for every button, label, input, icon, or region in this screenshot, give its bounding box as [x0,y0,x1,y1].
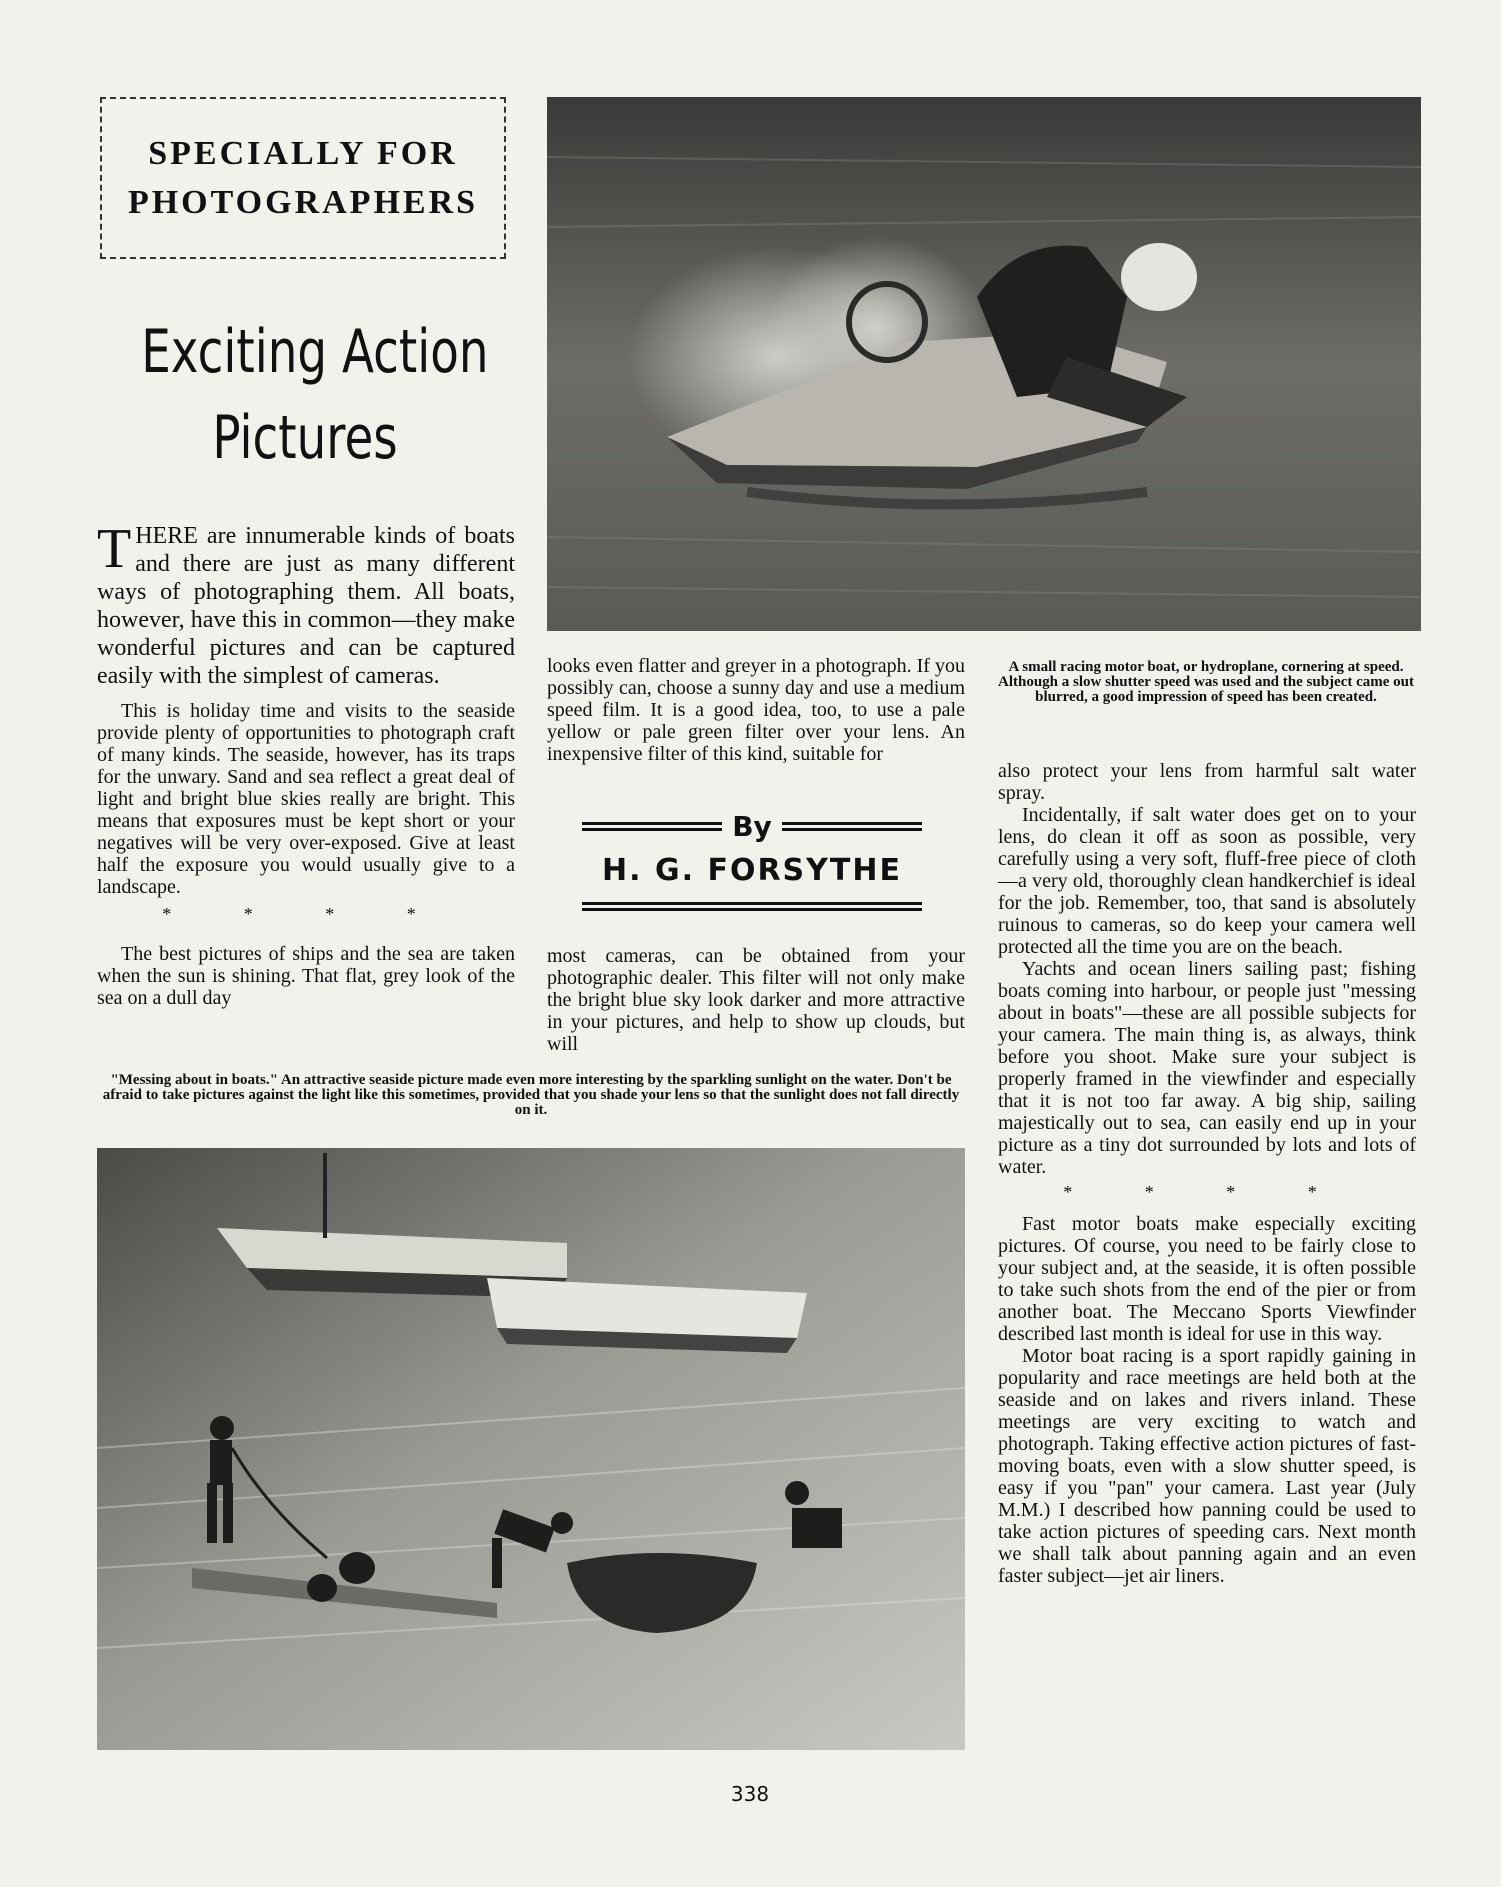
paragraph-best-pictures: The best pictures of ships and the sea are taken when the sun is shining. That flat, grey look of the sea on a dull day [97,943,515,1009]
title-line-2: Pictures [212,403,398,473]
paragraph-holiday: This is holiday time and visits to the seaside provide plenty of opportunities to photograph craft of many kinds. The seaside, however, has its traps for the unwary. Sand and sea reflect a great deal of light and bright blue skies really are bright. This means that exposures must be kept short or your negatives will be very over-exposed. Give at least half the exposure you would usually give to a landscape. [97,700,515,898]
paragraph-incidentally: Incidentally, if salt water does get on to your lens, do clean it off as soon as possible, very carefully using a very soft, fluff-free piece of cloth—a very old, thoroughly clean handkerchief is ideal for the job. Remember, too, that sand is absolutely ruinous to cameras, so do keep your camera well protected all the time you are on the beach. [998,804,1416,958]
drop-cap: T [97,518,132,580]
paragraph-filter: looks even flatter and greyer in a photograph. If you possibly can, choose a sunny day and use a medium speed film. It is a good idea, too, to use a pale yellow or pale green filter over your lens. An inexpensive filter of this kind, suitable for [547,655,965,765]
lead-text: HERE are innumerable kinds of boats and there are just as many different ways of photographing them. All boats, however, have this in common—they make wonderful pictures and can be captured easily with the simplest of cameras. [97,523,515,689]
banner-line-2: PHOTOGRAPHERS [127,184,479,221]
column-2-bottom [547,945,965,1055]
banner-line-1: SPECIALLY FOR [148,134,458,172]
byline-rule-right [782,822,922,831]
paragraph-salt-spray: also protect your lens from harmful salt water spray. [998,760,1416,804]
article-title [95,317,515,473]
boats-caption: "Messing about in boats." An attractive seaside picture made even more interesting by the sparkling sunlight on the water. Don't be afraid to take pictures against the light like this sometimes, provided that you shade your lens so that the sunlight does not fall directly on it. [102,1072,960,1118]
paragraph-yachts: Yachts and ocean liners sailing past; fishing boats coming into harbour, or people just "messing about in boats"—these are all possible subjects for your camera. The main thing is, as always, think before you shoot. Make sure your subject is properly framed in the viewfinder and especially that it is not too far away. A big ship, sailing majestically out to sea, can easily end up in your picture as a tiny dot surrounded by lots and lots of water. [998,958,1416,1178]
hydroplane-caption: A small racing motor boat, or hydroplane, cornering at speed. Although a slow shutter speed was used and the subject came out blurred, a good impression of speed has been created. [997,659,1414,705]
page-number: 338 [730,1782,770,1806]
section-break-stars-2: * * * * [1063,1182,1351,1202]
column-2-top [547,655,965,765]
column-1 [97,518,515,1009]
byline-rule-bottom [582,902,922,911]
section-banner [100,97,506,259]
hydroplane-photo [547,97,1421,631]
column-3 [998,760,1416,1587]
boats-beach-photo [97,1148,965,1750]
title-line-1: Exciting Action [141,317,489,387]
paragraph-motor-boats: Fast motor boats make especially exciting pictures. Of course, you need to be fairly close to your subject and, at the seaside, it is often possible to take such shots from the end of the pier or from another boat. The Meccano Sports Viewfinder described last month is ideal for use in this way. [998,1213,1416,1345]
byline-author: H. G. FORSYTHE [602,853,902,888]
byline-by: By [732,810,772,843]
byline-rule-left [582,822,722,831]
section-break-stars: * * * * [162,904,450,924]
paragraph-dealer: most cameras, can be obtained from your photographic dealer. This filter will not only make the bright blue sky look darker and more attractive in your pictures, and help to show up clouds, but will [547,945,965,1055]
byline [582,810,922,918]
lead-paragraph [97,518,515,690]
paragraph-racing: Motor boat racing is a sport rapidly gaining in popularity and race meetings are held both at the seaside and on lakes and rivers inland. These meetings are very exciting to watch and photograph. Taking effective action pictures of fast-moving boats, even with a slow shutter speed, is easy if you "pan" your camera. Last year (July M.M.) I described how panning could be used to take action pictures of speeding cars. Next month we shall talk about panning again and an even faster subject—jet air liners. [998,1345,1416,1587]
